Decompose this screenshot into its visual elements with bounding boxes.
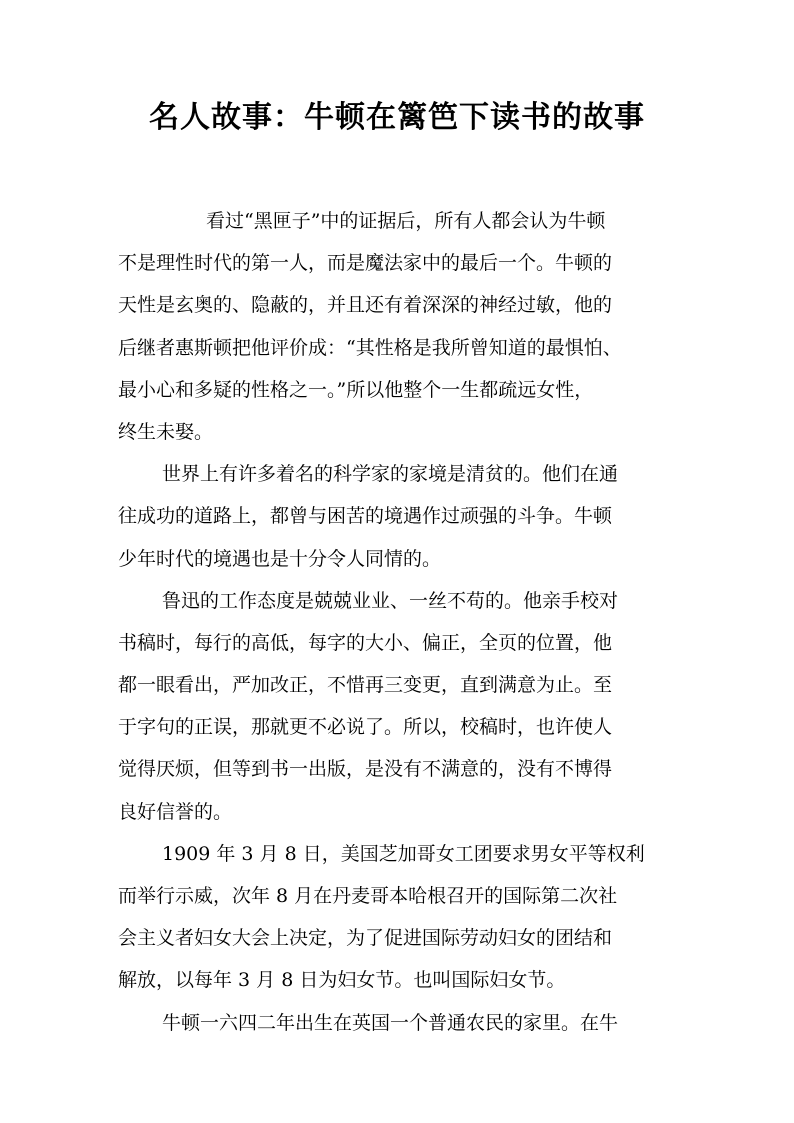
text-line: 于字句的正误，那就更不必说了。所以，校稿时，也许使人: [118, 716, 613, 739]
text-line: 牛顿一六四二年出生在英国一个普通农民的家里。在牛: [162, 1011, 619, 1034]
text-line: 往成功的道路上，都曾与困苦的境遇作过顽强的斗争。牛顿: [118, 505, 613, 528]
text-line: 不是理性时代的第一人，而是魔法家中的最后一个。牛顿的: [118, 252, 613, 275]
text-line: 后继者惠斯顿把他评价成：“其性格是我所曾知道的最惧怕、: [118, 336, 622, 359]
text-line: 而举行示威，次年 8 月在丹麦哥本哈根召开的国际第二次社: [118, 885, 618, 907]
text-line: 都一眼看出，严加改正，不惜再三变更，直到满意为止。至: [118, 674, 613, 697]
text-line: 觉得厌烦，但等到书一出版，是没有不满意的，没有不博得: [118, 758, 613, 781]
text-line: 看过“黑匣子”中的证据后，所有人都会认为牛顿: [206, 210, 606, 232]
text-line: 书稿时，每行的高低，每字的大小、偏正，全页的位置，他: [118, 631, 613, 654]
text-line: 解放，以每年 3 月 8 日为妇女节。也叫国际妇女节。: [118, 969, 566, 992]
text-line: 会主义者妇女大会上决定，为了促进国际劳动妇女的团结和: [118, 927, 613, 950]
text-line: 良好信誉的。: [118, 800, 233, 823]
document-body: [118, 200, 678, 1044]
text-line: 少年时代的境遇也是十分令人同情的。: [118, 547, 442, 570]
text-line: 最小心和多疑的性格之一。”所以他整个一生都疏远女性，: [118, 378, 594, 401]
text-line: 世界上有许多着名的科学家的家境是清贫的。他们在通: [162, 463, 619, 486]
text-line: 1909 年 3 月 8 日，美国芝加哥女工团要求男女平等权利: [162, 842, 645, 865]
document-title: 名人故事：牛顿在篱笆下读书的故事: [149, 100, 645, 135]
text-line: 天性是玄奥的、隐蔽的，并且还有着深深的神经过敏，他的: [118, 294, 613, 317]
text-line: 终生未娶。: [118, 420, 214, 443]
text-line: 鲁迅的工作态度是兢兢业业、一丝不苟的。他亲手校对: [162, 589, 619, 612]
